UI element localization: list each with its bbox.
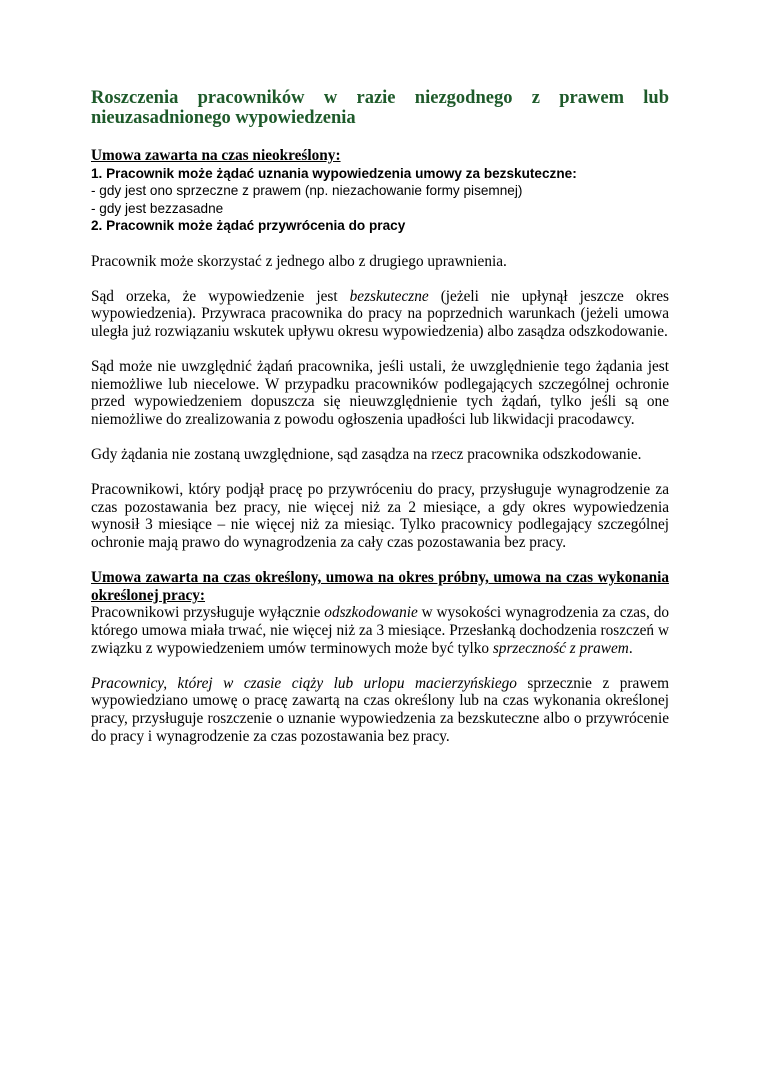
- paragraph-remuneration: [91, 481, 669, 551]
- italic-sprzecznosc: sprzeczność z prawem: [492, 639, 629, 657]
- fixed-term-line-2: którego umowa miała trwać, nie więcej niż za 3 miesiące. Przesłanką dochodzenia roszczeń w: [91, 622, 669, 640]
- compensation-text: Gdy żądania nie zostaną uwzględnione, sąd zasądza na rzecz pracownika odszkodowanie.: [91, 446, 642, 464]
- fixed-term-line-3: związku z wypowiedzeniem umów terminowych może być tylko sprzeczność z prawem.: [91, 639, 633, 657]
- paragraph-pregnancy-protection: [91, 675, 669, 745]
- italic-bezskuteczne: bezskuteczne: [349, 287, 429, 305]
- paragraph-compensation: [91, 446, 669, 464]
- pregnancy-line-1: Pracownicy, której w czasie ciąży lub urlopu macierzyńskiego sprzecznie z prawem: [91, 674, 669, 692]
- court-discretion-line-1: Sąd może nie uwzględnić żądań pracownika, jeśli ustali, że uwzględnienie tego żądania jest: [91, 358, 669, 376]
- italic-pracownicy: Pracownicy, której w czasie ciąży lub urlopu macierzyńskiego: [91, 674, 517, 692]
- pregnancy-line-4: do pracy i wynagrodzenie za czas pozostawania bez pracy.: [91, 727, 450, 745]
- document-page: [91, 88, 669, 745]
- court-discretion-line-3: przed wypowiedzeniem dopuszcza się nieuwzględnienie tych żądań, tylko jeśli są one: [91, 393, 669, 411]
- remuneration-line-1: Pracownikowi, który podjął pracę po przywróceniu do pracy, przysługuje wynagrodzenie za: [91, 481, 669, 499]
- remuneration-line-2: czas pozostawania bez pracy, nie więcej niż za 2 miesiące, a gdy okres wypowiedzenia: [91, 498, 669, 516]
- pregnancy-line-3: pracy, przysługuje roszczenie o uznanie wypowiedzenia za bezskuteczne albo o przywrócenie: [91, 710, 669, 727]
- claim-item-1: 1. Pracownik może żądać uznania wypowiedzenia umowy za bezskuteczne:: [91, 165, 577, 181]
- court-ruling-line-2: wypowiedzenia). Przywraca pracownika do pracy na poprzednich warunkach (jeżeli umowa: [91, 305, 669, 323]
- remuneration-line-3: wynosił 3 miesiące – nie więcej niż za miesiąc. Tylko pracownicy podlegający szczególnej: [91, 516, 669, 534]
- paragraph-court-ruling: [91, 288, 669, 341]
- paragraph-fixed-term: [91, 604, 669, 657]
- page-title: [91, 88, 669, 128]
- claim-bullet-1: - gdy jest ono sprzeczne z prawem (np. niezachowanie formy pisemnej): [91, 183, 523, 199]
- paragraph-choice-text: Pracownik może skorzystać z jednego albo z drugiego uprawnienia.: [91, 252, 507, 270]
- court-discretion-line-4: niemożliwe do zrealizowania z powodu ogłoszenia upadłości lub likwidacji pracodawcy.: [91, 410, 635, 428]
- claim-item-2: 2. Pracownik może żądać przywrócenia do pracy: [91, 218, 406, 234]
- court-ruling-line-1: Sąd orzeka, że wypowiedzenie jest bezskuteczne (jeżeli nie upłynął jeszcze okres: [91, 287, 669, 305]
- pregnancy-line-2: wypowiedziano umowę o pracę zawartą na czas określony lub na czas wykonania określonej: [91, 692, 669, 710]
- court-ruling-line-3: uległa już rozwiązaniu wskutek upływu okresu wypowiedzenia) albo zasądza odszkodowanie.: [91, 322, 668, 340]
- paragraph-court-discretion: [91, 358, 669, 428]
- title-line-1: Roszczenia pracowników w razie niezgodnego z prawem lub: [91, 88, 669, 108]
- section-fixed-term-contract: [91, 569, 669, 657]
- italic-odszkodowanie: odszkodowanie: [324, 604, 418, 622]
- section-heading-fixed-term-line-1: Umowa zawarta na czas określony, umowa na okres próbny, umowa na czas wykonania: [91, 569, 669, 587]
- fixed-term-line-1: Pracownikowi przysługuje wyłącznie odszkodowanie w wysokości wynagrodzenia za czas, do: [91, 604, 669, 622]
- title-line-2: nieuzasadnionego wypowiedzenia: [91, 108, 356, 128]
- section-heading-indefinite: Umowa zawarta na czas nieokreślony:: [91, 147, 341, 164]
- paragraph-choice: [91, 253, 669, 271]
- remuneration-line-4: ochronie mają prawo do wynagrodzenia za cały czas pozostawania bez pracy.: [91, 534, 567, 552]
- court-discretion-line-2: niemożliwe lub niecelowe. W przypadku pracowników podlegających szczególnej ochronie: [91, 375, 669, 393]
- claim-bullet-2: - gdy jest bezzasadne: [91, 200, 224, 216]
- section-heading-fixed-term-line-2: określonej pracy:: [91, 586, 206, 604]
- section-indefinite-contract: [91, 147, 669, 235]
